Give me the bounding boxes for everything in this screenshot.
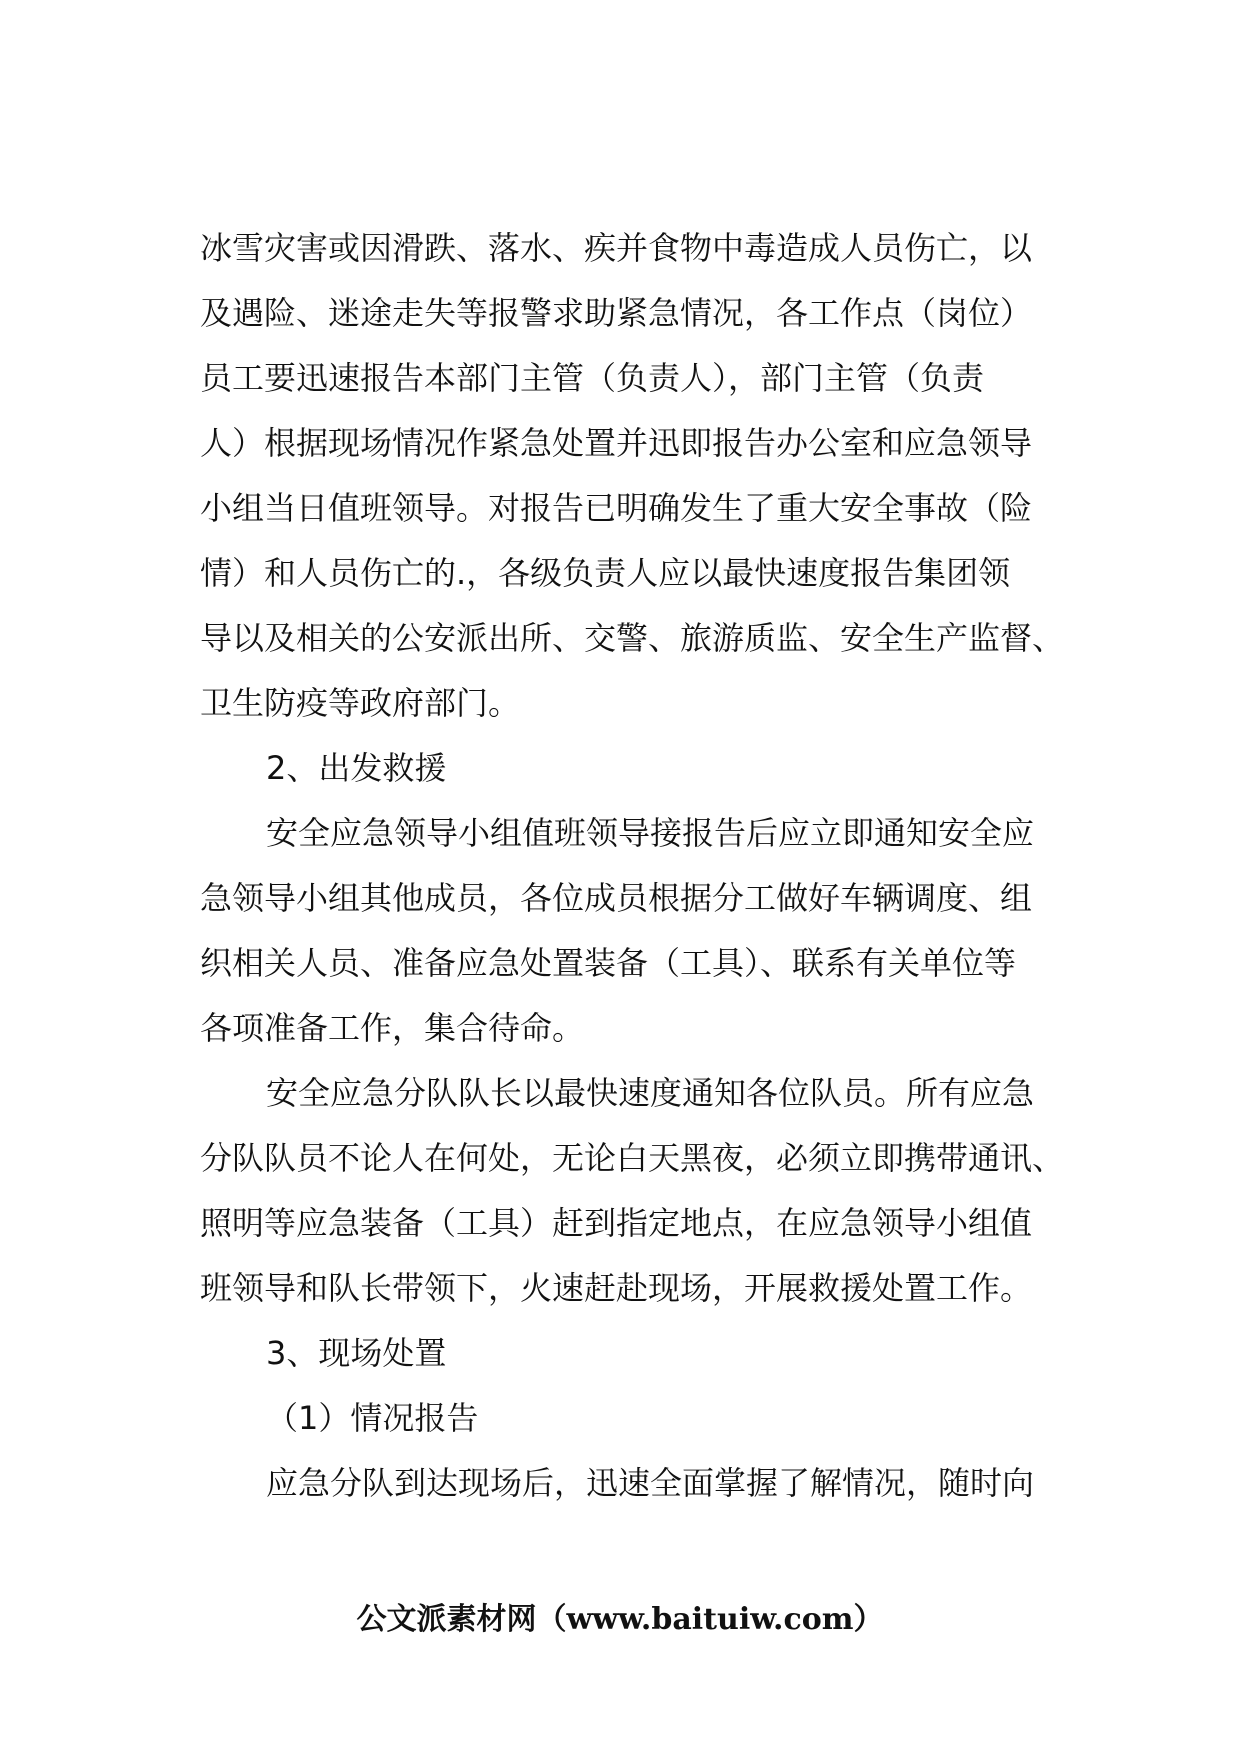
document-body xyxy=(200,216,1080,1516)
text-line: 员工要迅速报告本部门主管（负责人），部门主管（负责 xyxy=(200,359,985,397)
section-heading: 3、现场处置 xyxy=(266,1334,447,1372)
text-line: 人）根据现场情况作紧急处置并迅即报告办公室和应急领导 xyxy=(200,424,1033,462)
footer-watermark: 公文派素材网（www.baituiw.com） xyxy=(356,1602,884,1637)
text-line: 情）和人员伤亡的.，各级负责人应以最快速度报告集团领 xyxy=(200,554,1011,592)
subsection-heading: （1）情况报告 xyxy=(266,1399,479,1437)
text-line: 安全应急分队队长以最快速度通知各位队员。所有应急 xyxy=(266,1074,1035,1112)
text-line: 卫生防疫等政府部门。 xyxy=(200,684,521,722)
text-line: 应急分队到达现场后，迅速全面掌握了解情况，随时向 xyxy=(266,1464,1035,1502)
text-line: 安全应急领导小组值班领导接报告后应立即通知安全应 xyxy=(266,814,1035,852)
text-line: 各项准备工作，集合待命。 xyxy=(200,1009,585,1047)
text-line: 班领导和队长带领下，火速赶赴现场，开展救援处置工作。 xyxy=(200,1269,1033,1307)
text-line: 照明等应急装备（工具）赶到指定地点，在应急领导小组值 xyxy=(200,1204,1033,1242)
text-line: 小组当日值班领导。对报告已明确发生了重大安全事故（险 xyxy=(200,489,1033,527)
text-line: 导以及相关的公安派出所、交警、旅游质监、安全生产监督、 xyxy=(200,619,1065,657)
text-line: 冰雪灾害或因滑跌、落水、疾并食物中毒造成人员伤亡，以 xyxy=(200,229,1033,267)
section-heading: 2、出发救援 xyxy=(266,749,447,787)
text-line: 急领导小组其他成员，各位成员根据分工做好车辆调度、组 xyxy=(200,879,1033,917)
text-line: 分队队员不论人在何处，无论白天黑夜，必须立即携带通讯、 xyxy=(200,1139,1065,1177)
text-line: 及遇险、迷途走失等报警求助紧急情况，各工作点（岗位） xyxy=(200,294,1033,332)
text-line: 织相关人员、准备应急处置装备（工具）、联系有关单位等 xyxy=(200,944,1017,982)
